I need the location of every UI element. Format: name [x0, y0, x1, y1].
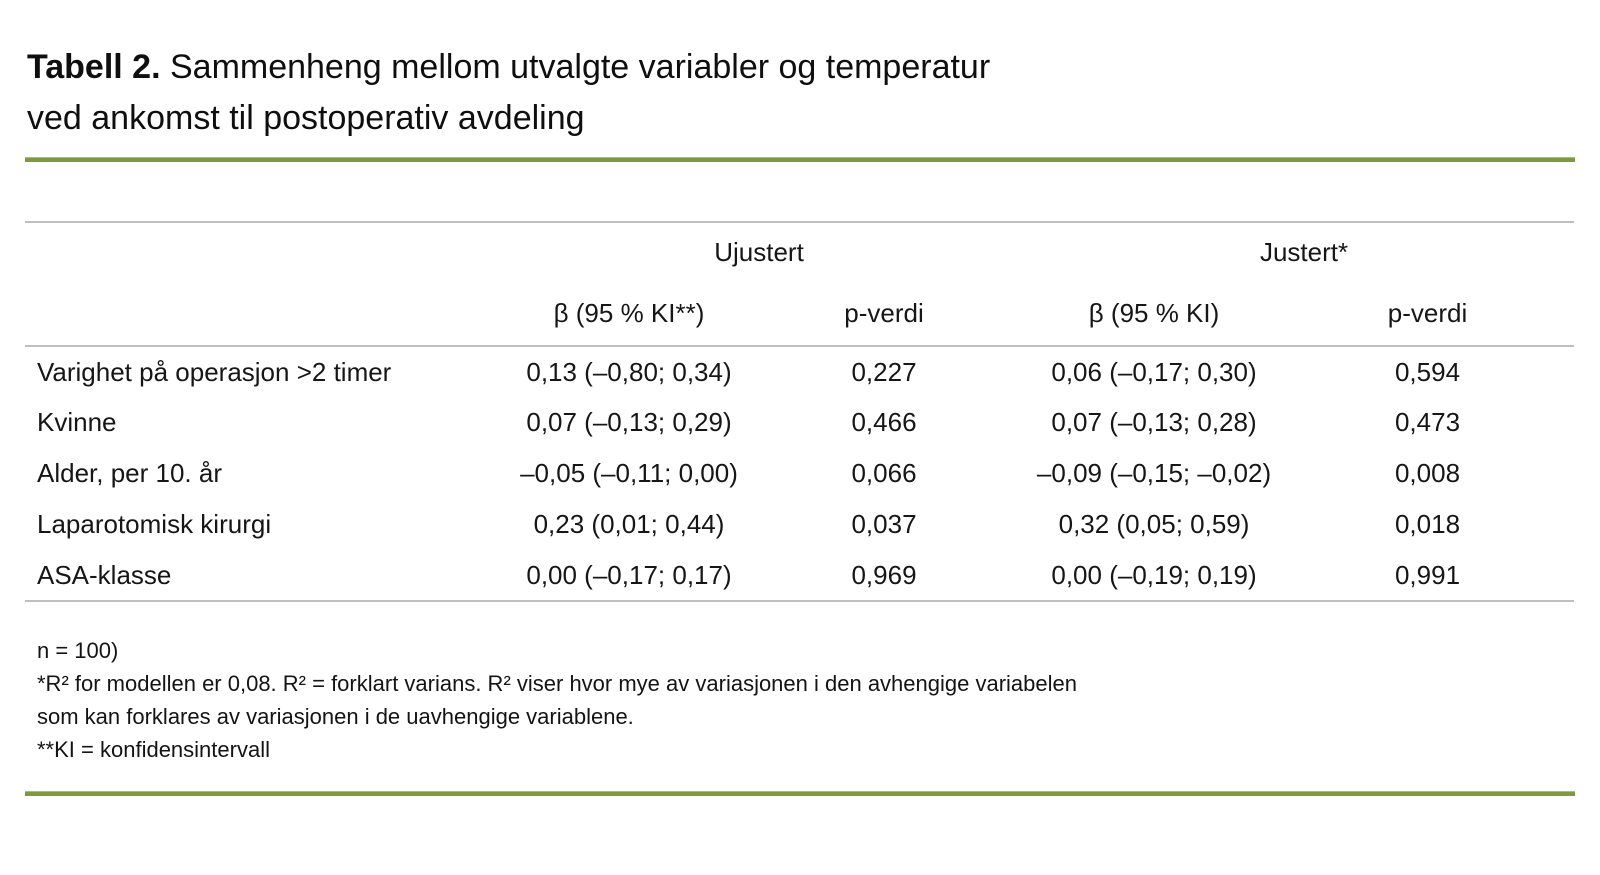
- title-text-2: ved ankomst til postoperativ avdeling: [27, 99, 585, 137]
- beta-unadjusted-value: 0,07 (–0,13; 0,29): [526, 407, 732, 437]
- title-text-1: Sammenheng mellom utvalgte variabler og temperatur: [160, 48, 991, 86]
- page-title: [27, 42, 1575, 144]
- p-adjusted-value: 0,473: [1394, 407, 1461, 437]
- p-unadjusted-value: 0,969: [819, 550, 969, 601]
- p-unadjusted-value: 0,037: [851, 509, 917, 539]
- beta-unadjusted-value: 0,13 (–0,80; 0,34): [526, 356, 732, 387]
- group-header-row: [25, 222, 1574, 282]
- title-line-1: [27, 42, 1575, 93]
- row-label: ASA-klasse: [25, 550, 459, 601]
- beta-unadjusted-value: –0,05 (–0,11; 0,00): [520, 458, 738, 488]
- table-row: [25, 499, 1574, 550]
- p-unadjusted-value: 0,466: [851, 407, 917, 437]
- beta-adjusted-value: 0,07 (–0,13; 0,28): [1051, 407, 1257, 437]
- results-table-body: [25, 346, 1574, 601]
- row-label: Varighet på operasjon >2 timer: [37, 356, 392, 387]
- table-footnotes: [37, 634, 1575, 766]
- col-header-p-adjusted: p-verdi: [1369, 282, 1574, 346]
- beta-unadjusted-value: 0,23 (0,01; 0,44): [533, 509, 725, 539]
- row-label: Alder, per 10. år: [37, 458, 222, 488]
- p-adjusted-value: 0,991: [1369, 550, 1574, 601]
- p-unadjusted-value: 0,227: [851, 356, 917, 387]
- sub-header-row: [25, 282, 1574, 346]
- p-unadjusted-value: 0,066: [851, 458, 917, 488]
- beta-adjusted-value: –0,09 (–0,15; –0,02): [1036, 458, 1272, 488]
- table-figure-page: [0, 42, 1600, 875]
- results-table: [25, 221, 1574, 602]
- row-label: Kvinne: [37, 407, 117, 437]
- footnote-r2-line1: *R² for modellen er 0,08. R² = forklart varians. R² viser hvor mye av variasjonen i den avhengige variabelen: [37, 671, 1077, 696]
- beta-adjusted-value: 0,06 (–0,17; 0,30): [1051, 356, 1257, 387]
- top-accent-rule: [25, 157, 1575, 162]
- bottom-accent-rule: [25, 791, 1575, 796]
- table-row: [25, 346, 1574, 397]
- empty-header-cell: [25, 222, 459, 282]
- group-header-adjusted: Justert*: [1259, 237, 1349, 267]
- results-table-header: [25, 222, 1574, 346]
- group-header-unadjusted: Ujustert: [714, 237, 804, 267]
- table-row: [25, 397, 1574, 448]
- table-row: [25, 448, 1574, 499]
- beta-unadjusted-value: 0,00 (–0,17; 0,17): [459, 550, 819, 601]
- footnote-r2-line2: som kan forklares av variasjonen i de uavhengige variablene.: [37, 704, 634, 729]
- p-adjusted-value: 0,018: [1394, 509, 1461, 539]
- col-header-beta-adjusted: β (95 % KI): [969, 282, 1369, 346]
- row-label: Laparotomisk kirurgi: [37, 509, 272, 539]
- footnote-n: n = 100): [37, 638, 119, 663]
- col-header-p-unadjusted: p-verdi: [819, 282, 969, 346]
- beta-adjusted-value: 0,32 (0,05; 0,59): [1058, 509, 1250, 539]
- beta-adjusted-value: 0,00 (–0,19; 0,19): [969, 550, 1369, 601]
- empty-header-cell: [25, 282, 459, 346]
- p-adjusted-value: 0,008: [1394, 458, 1461, 488]
- footnote-ki: **KI = konfidensintervall: [37, 737, 270, 762]
- table-number-label: Tabell 2.: [27, 48, 161, 86]
- p-adjusted-value: 0,594: [1394, 356, 1461, 387]
- col-header-beta-unadjusted: β (95 % KI**): [459, 282, 819, 346]
- table-row: [25, 550, 1574, 601]
